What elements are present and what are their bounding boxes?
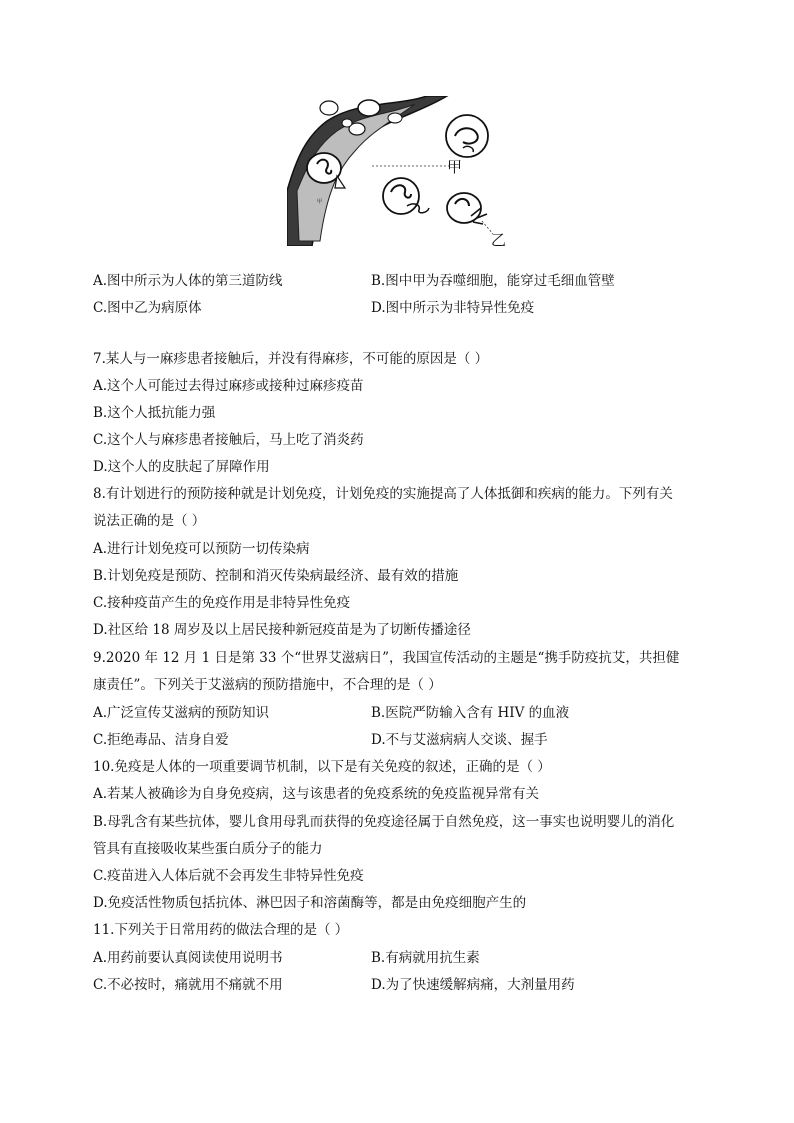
- q11-option-d: D.为了快速缓解病痛，大剂量用药: [371, 977, 575, 993]
- q10-option-a: A.若某人被确诊为自身免疫病，这与该患者的免疫系统的免疫监视异常有关: [93, 786, 540, 802]
- q7-option-a: A.这个人可能过去得过麻疹或接种过麻疹疫苗: [93, 378, 364, 394]
- q7-option-d: D.这个人的皮肤起了屏障作用: [93, 459, 270, 475]
- q6-option-d: D.图中所示为非特异性免疫: [371, 300, 535, 316]
- q10-stem: 10.免疫是人体的一项重要调节机制，以下是有关免疫的叙述，正确的是（ ）: [93, 759, 551, 775]
- red-blood-cell: [342, 119, 352, 127]
- phagocyte-cell: [307, 153, 341, 183]
- q9-option-c: C.拒绝毒品、洁身自爱: [93, 732, 229, 748]
- red-blood-cell: [320, 101, 338, 115]
- q9-stem-line2: 康责任”。下列关于艾滋病的预防措施中，不合理的是（ ）: [93, 677, 442, 693]
- q10-option-b-line2: 管具有直接吸收某些蛋白质分子的能力: [93, 841, 323, 857]
- q6-option-a: A.图中所示为人体的第三道防线: [93, 273, 283, 289]
- q10-option-d: D.免疫活性物质包括抗体、淋巴因子和溶菌酶等，都是由免疫细胞产生的: [93, 895, 527, 911]
- q8-option-b: B.计划免疫是预防、控制和消灭传染病最经济、最有效的措施: [93, 568, 459, 584]
- phagocyte-cell: [446, 115, 488, 157]
- q11-option-b: B.有病就用抗生素: [371, 950, 480, 966]
- label-jia: 甲: [447, 158, 463, 176]
- q9-option-d: D.不与艾滋病病人交谈、握手: [371, 732, 548, 748]
- q8-option-a: A.进行计划免疫可以预防一切传染病: [93, 541, 310, 557]
- phagocyte-cell: [383, 178, 419, 214]
- q7-option-b: B.这个人抵抗能力强: [93, 405, 216, 421]
- q6-option-c: C.图中乙为病原体: [93, 300, 202, 316]
- q11-option-a: A.用药前要认真阅读使用说明书: [93, 950, 283, 966]
- red-blood-cell: [388, 113, 402, 123]
- q10-option-b-line1: B.母乳含有某些抗体，婴儿食用母乳而获得的免疫途径属于自然免疫，这一事实也说明婴儿的消化: [93, 814, 675, 830]
- label-yi: 乙: [491, 231, 507, 246]
- q8-option-c: C.接种疫苗产生的免疫作用是非特异性免疫: [93, 595, 351, 611]
- q9-stem-line1: 9.2020 年 12 月 1 日是第 33 个“世界艾滋病日”，我国宣传活动的主题是“携手防疫抗艾，共担健: [93, 650, 680, 666]
- q8-stem-line1: 8.有计划进行的预防接种就是计划免疫，计划免疫的实施提高了人体抵御和疾病的能力。下列有关: [93, 486, 673, 502]
- q11-option-c: C.不必按时，痛就用不痛就不用: [93, 977, 283, 993]
- q10-option-c: C.疫苗进入人体后就不会再发生非特异性免疫: [93, 868, 364, 884]
- q7-stem: 7.某人与一麻疹患者接触后，并没有得麻疹，不可能的原因是（ ）: [93, 351, 489, 367]
- tiny-label: 甲: [317, 199, 323, 205]
- q11-stem: 11.下列关于日常用药的做法合理的是（ ）: [93, 922, 349, 938]
- red-blood-cell: [358, 100, 380, 116]
- pseudopod: [335, 176, 345, 188]
- q7-option-c: C.这个人与麻疹患者接触后，马上吃了消炎药: [93, 432, 364, 448]
- q8-stem-line2: 说法正确的是（ ）: [93, 513, 206, 529]
- immune-figure: [287, 96, 509, 246]
- q9-option-a: A.广泛宣传艾滋病的预防知识: [93, 705, 270, 721]
- phagocyte-diagram: [287, 96, 509, 246]
- q9-option-b: B.医院严防输入含有 HIV 的血液: [371, 705, 570, 721]
- q6-option-b: B.图中甲为吞噬细胞，能穿过毛细血管壁: [371, 273, 615, 289]
- phagocyte-cell: [447, 193, 481, 223]
- q8-option-d: D.社区给 18 周岁及以上居民接种新冠疫苗是为了切断传播途径: [93, 622, 471, 638]
